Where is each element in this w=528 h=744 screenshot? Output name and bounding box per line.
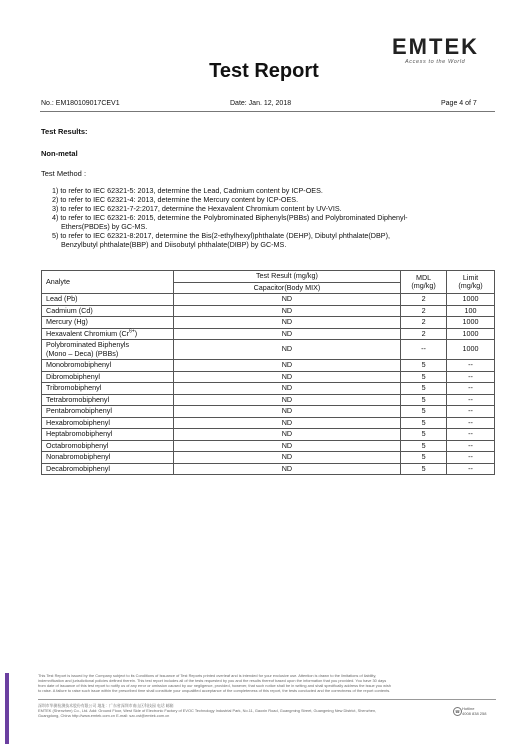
table-row [42, 317, 495, 329]
hotline-block [462, 706, 486, 716]
mdl-cell: -- [401, 340, 447, 360]
analyte-name-line2: (Mono – Deca) (PBBs) [46, 348, 119, 358]
analyte-cell [42, 417, 174, 429]
table-row [42, 294, 495, 306]
mdl-cell: 5 [401, 406, 447, 418]
mdl-cell: 5 [401, 383, 447, 395]
result-cell: ND [173, 429, 400, 441]
analyte-name: Heptabromobiphenyl [46, 429, 113, 438]
report-date: Date: Jan. 12, 2018 [230, 100, 292, 107]
limit-header-label: Limit [462, 272, 479, 282]
hotline-label: Hotline [462, 706, 475, 711]
result-cell: ND [173, 383, 400, 395]
analyte-name: Hexabromobiphenyl [46, 417, 110, 427]
analyte-cell [42, 394, 174, 406]
analyte-cell [42, 328, 174, 340]
analyte-cell [42, 340, 174, 360]
address-cn: 深圳市华测检测技术股份有限公司 地址：广东省深圳市南山区科技园 电话 邮箱 [38, 703, 174, 708]
result-cell: ND [173, 328, 400, 340]
limit-cell: -- [447, 383, 495, 395]
table-row [42, 328, 495, 340]
analyte-cell [42, 406, 174, 418]
mdl-cell: 5 [401, 452, 447, 464]
results-table [41, 270, 495, 475]
sample-header: Capacitor(Body MIX) [173, 282, 400, 294]
address-en: EMTEK (Shenzhen) Co., Ltd. Add: Ground Floor, West Side of Electronic Factory of EVOC Technology Industrial Park, No.11, Gaoxin Road, Guangming Street, Guangming New District, Shenzhen, [38, 708, 377, 713]
analyte-name: Decabromobiphenyl [46, 463, 110, 473]
table-row [42, 371, 495, 383]
phone-icon: ☎ [453, 707, 462, 716]
limit-cell: 1000 [447, 340, 495, 360]
footer-disclaimer [38, 673, 498, 693]
analyte-name: Dibromobiphenyl [46, 371, 100, 381]
logo-tagline: Access to the World [405, 59, 466, 65]
page-title: Test Report [209, 60, 319, 82]
analyte-cell [42, 440, 174, 452]
limit-header [447, 271, 495, 294]
table-body [42, 294, 495, 475]
table-row [42, 383, 495, 395]
mdl-cell: 2 [401, 317, 447, 329]
table-row [42, 305, 495, 317]
mdl-cell: 5 [401, 429, 447, 441]
mdl-cell: 5 [401, 463, 447, 475]
method-item: 2) to refer to IEC 62321-4: 2013, determine the Mercury content by ICP-OES. [52, 195, 299, 204]
limit-cell: 1000 [447, 317, 495, 329]
results-heading: Test Results: [41, 127, 88, 136]
analyte-header: Analyte [42, 271, 174, 294]
page-number: Page 4 of 7 [441, 100, 477, 107]
result-cell: ND [173, 305, 400, 317]
result-cell: ND [173, 440, 400, 452]
test-result-header: Test Result (mg/kg) [173, 271, 400, 283]
report-number: No.: EM180109017CEV1 [41, 100, 120, 107]
method-heading: Test Method : [41, 169, 87, 178]
limit-cell: -- [447, 452, 495, 464]
mdl-cell: 5 [401, 360, 447, 372]
limit-header-unit: (mg/kg) [458, 281, 483, 290]
mdl-header-unit: (mg/kg) [411, 281, 436, 290]
table-row [42, 452, 495, 464]
result-cell: ND [173, 406, 400, 418]
result-cell: ND [173, 317, 400, 329]
analyte-name: Nonabromobiphenyl [46, 452, 111, 461]
analyte-name: Lead (Pb) [46, 294, 78, 303]
analyte-cell [42, 317, 174, 329]
result-cell: ND [173, 360, 400, 372]
result-cell: ND [173, 452, 400, 464]
company-logo: EMTEK [392, 34, 479, 59]
mdl-header [401, 271, 447, 294]
table-row [42, 440, 495, 452]
analyte-name: Tetrabromobiphenyl [46, 394, 110, 404]
table-row [42, 463, 495, 475]
limit-cell: -- [447, 394, 495, 406]
method-item: 4) to refer to IEC 62321-6: 2015, determine the Polybrominated Biphenyls(PBBs) and Polybrominated Diphenyl- [52, 213, 408, 222]
limit-cell: -- [447, 371, 495, 383]
mdl-cell: 2 [401, 305, 447, 317]
method-item-continued: Ethers(PBDEs) by GC-MS. [61, 222, 148, 231]
table-row [42, 360, 495, 372]
table-row [42, 417, 495, 429]
header-divider [40, 111, 495, 112]
analyte-cell [42, 371, 174, 383]
analyte-cell [42, 452, 174, 464]
method-item: 5) to refer to IEC 62321-8:2017, determine the Bis(2-ethylhexyl)phthalate (DEHP), Dibutyl phthalate(DBP), [52, 231, 390, 240]
analyte-name: Mercury (Hg) [46, 317, 88, 326]
analyte-cell [42, 429, 174, 441]
analyte-name: Monobromobiphenyl [46, 360, 112, 369]
mdl-cell: 2 [401, 328, 447, 340]
table-header-row [42, 271, 495, 283]
limit-cell: -- [447, 463, 495, 475]
analyte-name: Hexavalent Chromium $(Cr^{6+})$ [46, 328, 138, 338]
method-item-continued: Benzylbutyl phthalate(BBP) and Diisobutyl phthalate(DIBP) by GC-MS. [61, 240, 287, 249]
analyte-name: Polybrominated Biphenyls [46, 340, 130, 349]
address-en-2: Guangdong, China http://www.emtek.com.cn E-mail: szc.cst@emtek.com.cn [38, 713, 170, 718]
limit-cell: 1000 [447, 294, 495, 306]
limit-cell: -- [447, 429, 495, 441]
analyte-name: Tribromobiphenyl [46, 383, 102, 392]
table-row [42, 340, 495, 360]
limit-cell: -- [447, 417, 495, 429]
footer-address [38, 703, 443, 718]
analyte-name: Pentabromobiphenyl [46, 406, 112, 415]
result-cell: ND [173, 340, 400, 360]
disclaimer-line: indemnification and jurisdictional policies defined therein. This test report includes all of the tests requested by you and the results thereof based upon the information that you provided. You have 30 days [38, 678, 387, 683]
method-item: 3) to refer to IEC 62321-7-2:2017, determine the Hexavalent Chromium content by UV-VIS. [52, 204, 342, 213]
analyte-cell [42, 360, 174, 372]
result-cell: ND [173, 394, 400, 406]
table-row [42, 406, 495, 418]
mdl-header-label: MDL [415, 272, 432, 282]
analyte-cell [42, 463, 174, 475]
limit-cell: -- [447, 360, 495, 372]
analyte-cell [42, 294, 174, 306]
analyte-cell [42, 383, 174, 395]
footer-accent-bar [5, 673, 9, 744]
disclaimer-line: from date of issuance of this test report to notify us of any error or omission caused by our negligence, provided, however, that such notice shall be in writing and shall specifically address the issue you wish [38, 683, 391, 688]
analyte-name: Cadmium (Cd) [46, 305, 93, 315]
limit-cell: 100 [447, 305, 495, 317]
disclaimer-line: This Test Report is issued by the Company subject to its Conditions of Issuance of Test Reports printed overleaf and is intended for your exclusive use. Attention is drawn to the limitations of liability, [38, 673, 377, 678]
analyte-cell [42, 305, 174, 317]
disclaimer-line: to raise. A failure to raise such issue within the prescribed time shall constitute your unqualified acceptance of the completeness of this report, the tests conducted and the correctness of the report contents. [38, 688, 391, 693]
result-cell: ND [173, 371, 400, 383]
result-cell: ND [173, 294, 400, 306]
category-heading: Non-metal [41, 149, 78, 158]
hotline-number: 4008 838 258 [462, 711, 487, 716]
mdl-cell: 5 [401, 394, 447, 406]
limit-cell: 1000 [447, 328, 495, 340]
footer-divider [38, 699, 496, 700]
table-row [42, 429, 495, 441]
analyte-name: Octabromobiphenyl [46, 440, 109, 450]
limit-cell: -- [447, 406, 495, 418]
mdl-cell: 5 [401, 417, 447, 429]
mdl-cell: 5 [401, 440, 447, 452]
test-methods-list [52, 186, 502, 249]
mdl-cell: 2 [401, 294, 447, 306]
limit-cell: -- [447, 440, 495, 452]
table-row [42, 394, 495, 406]
result-cell: ND [173, 417, 400, 429]
result-cell: ND [173, 463, 400, 475]
method-item: 1) to refer to IEC 62321-5: 2013, determine the Lead, Cadmium content by ICP-OES. [52, 186, 323, 195]
mdl-cell: 5 [401, 371, 447, 383]
